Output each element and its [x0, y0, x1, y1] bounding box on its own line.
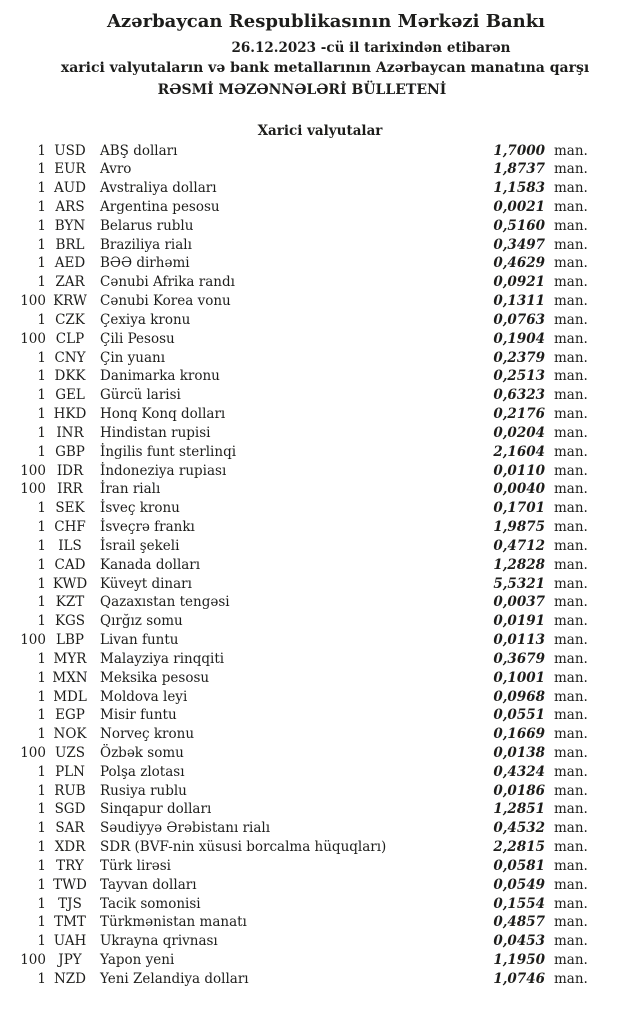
- currency-row: [0, 198, 620, 217]
- currency-row: [0, 462, 620, 481]
- rate-cell: 0,0113: [493, 632, 545, 649]
- rate-cell: 0,0549: [493, 876, 545, 893]
- currency-code-cell: BRL: [55, 236, 85, 253]
- currency-row: [0, 236, 620, 255]
- currency-code-cell: USD: [54, 142, 86, 159]
- rate-cell: 0,2176: [493, 406, 545, 423]
- unit-cell: man.: [554, 594, 588, 611]
- currency-code-cell: EGP: [55, 707, 85, 724]
- effective-date-line: 26.12.2023 -cü il tarixindən etibarən: [231, 40, 511, 56]
- quantity-cell: 1: [37, 782, 46, 799]
- quantity-cell: 1: [37, 274, 46, 291]
- unit-cell: man.: [554, 330, 588, 347]
- currency-name-cell: Ukrayna qrivnası: [100, 933, 218, 950]
- rate-cell: 0,0204: [493, 424, 545, 441]
- currency-name-cell: ABŞ dolları: [100, 142, 178, 159]
- unit-cell: man.: [554, 142, 588, 159]
- currency-code-cell: GEL: [55, 387, 85, 404]
- quantity-cell: 1: [37, 895, 46, 912]
- currency-name-cell: İsveç kronu: [100, 500, 180, 517]
- unit-cell: man.: [554, 236, 588, 253]
- rate-cell: 0,1904: [493, 330, 545, 347]
- unit-cell: man.: [554, 311, 588, 328]
- currency-code-cell: LBP: [56, 632, 84, 649]
- unit-cell: man.: [554, 368, 588, 385]
- unit-cell: man.: [554, 952, 588, 969]
- quantity-cell: 1: [37, 519, 46, 536]
- unit-cell: man.: [554, 726, 588, 743]
- unit-cell: man.: [554, 970, 588, 987]
- currency-name-cell: Cənubi Korea vonu: [100, 293, 231, 310]
- rate-cell: 0,0040: [493, 481, 545, 498]
- currency-code-cell: HKD: [53, 406, 87, 423]
- quantity-cell: 1: [37, 707, 46, 724]
- currency-code-cell: KGS: [54, 613, 86, 630]
- rate-cell: 1,9875: [493, 519, 545, 536]
- currency-row: [0, 725, 620, 744]
- currency-name-cell: Qırğız somu: [100, 613, 183, 630]
- currency-row: [0, 537, 620, 556]
- currency-code-cell: ZAR: [55, 274, 85, 291]
- rate-cell: 0,6323: [493, 387, 545, 404]
- currency-row: [0, 913, 620, 932]
- currency-code-cell: DKK: [54, 368, 86, 385]
- rate-cell: 1,2828: [493, 556, 545, 573]
- currency-code-cell: CNY: [54, 349, 86, 366]
- currency-table: [0, 142, 620, 989]
- quantity-cell: 100: [20, 632, 46, 649]
- unit-cell: man.: [554, 745, 588, 761]
- quantity-cell: 1: [37, 311, 46, 328]
- currency-name-cell: SDR (BVF-nin xüsusi borcalma hüquqları): [100, 839, 387, 856]
- unit-cell: man.: [554, 707, 588, 724]
- currency-code-cell: TRY: [56, 857, 84, 874]
- quantity-cell: 1: [37, 857, 46, 874]
- quantity-cell: 1: [37, 970, 46, 987]
- unit-cell: man.: [554, 161, 588, 178]
- rate-cell: 0,1311: [493, 293, 545, 310]
- currency-code-cell: BYN: [54, 217, 86, 234]
- unit-cell: man.: [554, 180, 588, 197]
- unit-cell: man.: [554, 217, 588, 234]
- currency-row: [0, 405, 620, 424]
- rate-cell: 0,1669: [493, 726, 545, 743]
- unit-cell: man.: [554, 462, 588, 479]
- unit-cell: man.: [554, 575, 588, 592]
- rate-cell: 0,1554: [493, 895, 545, 912]
- currency-name-cell: Yeni Zelandiya dolları: [100, 970, 249, 987]
- currency-code-cell: IRR: [57, 481, 83, 498]
- currency-row: [0, 386, 620, 405]
- currency-row: [0, 556, 620, 575]
- quantity-cell: 1: [37, 217, 46, 234]
- bulletin-subtitle: xarici valyutaların və bank metallarının Azərbaycan manatına qarşı: [60, 60, 590, 76]
- quantity-cell: 1: [37, 594, 46, 611]
- quantity-cell: 1: [37, 500, 46, 517]
- currency-code-cell: UAH: [53, 933, 87, 950]
- quantity-cell: 1: [37, 368, 46, 385]
- quantity-cell: 100: [20, 952, 46, 969]
- currency-row: [0, 179, 620, 198]
- currency-row: [0, 330, 620, 349]
- unit-cell: man.: [554, 763, 588, 780]
- unit-cell: man.: [554, 349, 588, 366]
- currency-code-cell: AUD: [54, 180, 86, 197]
- currency-code-cell: TJS: [58, 895, 82, 912]
- unit-cell: man.: [554, 650, 588, 667]
- currency-code-cell: CHF: [54, 519, 86, 536]
- currency-name-cell: Çili Pesosu: [100, 330, 175, 347]
- unit-cell: man.: [554, 857, 588, 874]
- rate-cell: 1,1950: [493, 952, 545, 969]
- currency-row: [0, 292, 620, 311]
- rate-cell: 0,0581: [493, 857, 545, 874]
- currency-code-cell: CLP: [55, 330, 85, 347]
- currency-name-cell: Türk lirəsi: [100, 857, 171, 874]
- rate-cell: 2,1604: [493, 443, 545, 460]
- currency-code-cell: PLN: [55, 763, 85, 780]
- quantity-cell: 1: [37, 669, 46, 686]
- rate-cell: 0,1701: [493, 500, 545, 517]
- currency-row: [0, 142, 620, 161]
- currency-row: [0, 160, 620, 179]
- currency-code-cell: INR: [56, 424, 84, 441]
- unit-cell: man.: [554, 255, 588, 272]
- unit-cell: man.: [554, 424, 588, 441]
- rate-cell: 1,0746: [493, 970, 545, 987]
- rate-cell: 0,3679: [493, 650, 545, 667]
- currency-name-cell: Yapon yeni: [100, 952, 175, 969]
- rate-cell: 1,7000: [493, 142, 545, 159]
- currency-name-cell: Moldova leyi: [100, 688, 188, 705]
- quantity-cell: 1: [37, 556, 46, 573]
- unit-cell: man.: [554, 688, 588, 705]
- quantity-cell: 1: [37, 180, 46, 197]
- unit-cell: man.: [554, 933, 588, 950]
- currency-row: [0, 650, 620, 669]
- rate-cell: 0,0921: [493, 274, 545, 291]
- currency-row: [0, 800, 620, 819]
- rate-cell: 0,0551: [493, 707, 545, 724]
- unit-cell: man.: [554, 839, 588, 856]
- quantity-cell: 1: [37, 613, 46, 630]
- rate-cell: 0,4857: [493, 914, 545, 931]
- unit-cell: man.: [554, 293, 588, 310]
- currency-row: [0, 499, 620, 518]
- currency-name-cell: İngilis funt sterlinqi: [100, 443, 237, 460]
- currency-name-cell: Belarus rublu: [100, 217, 194, 234]
- currency-name-cell: Braziliya rialı: [100, 236, 192, 253]
- currency-name-cell: Tayvan dolları: [100, 876, 197, 893]
- currency-name-cell: Hindistan rupisi: [100, 424, 211, 441]
- currency-code-cell: NZD: [53, 970, 87, 987]
- currency-code-cell: UZS: [54, 745, 85, 761]
- currency-code-cell: NOK: [53, 726, 87, 743]
- rate-cell: 0,1001: [493, 669, 545, 686]
- currency-name-cell: Cənubi Afrika randı: [100, 274, 235, 291]
- currency-row: [0, 895, 620, 914]
- unit-cell: man.: [554, 481, 588, 498]
- currency-name-cell: Özbək somu: [100, 745, 184, 761]
- currency-name-cell: BƏƏ dirhəmi: [100, 255, 190, 272]
- quantity-cell: 1: [37, 142, 46, 159]
- unit-cell: man.: [554, 519, 588, 536]
- currency-row: [0, 782, 620, 801]
- quantity-cell: 100: [20, 330, 46, 347]
- currency-code-cell: ARS: [55, 198, 85, 215]
- unit-cell: man.: [554, 820, 588, 837]
- rate-cell: 1,1583: [493, 180, 545, 197]
- currency-name-cell: İndoneziya rupiası: [100, 462, 227, 479]
- unit-cell: man.: [554, 443, 588, 460]
- quantity-cell: 100: [20, 745, 46, 761]
- currency-name-cell: Polşa zlotası: [100, 763, 185, 780]
- quantity-cell: 1: [37, 424, 46, 441]
- quantity-cell: 1: [37, 820, 46, 837]
- rate-cell: 0,0037: [493, 594, 545, 611]
- currency-row: [0, 688, 620, 707]
- rate-cell: 0,2513: [493, 368, 545, 385]
- rate-cell: 2,2815: [493, 839, 545, 856]
- quantity-cell: 1: [37, 443, 46, 460]
- currency-row: [0, 593, 620, 612]
- currency-row: [0, 349, 620, 368]
- currency-row: [0, 424, 620, 443]
- currency-name-cell: Avstraliya dolları: [100, 180, 217, 197]
- currency-row: [0, 819, 620, 838]
- quantity-cell: 1: [37, 255, 46, 272]
- currency-code-cell: TMT: [54, 914, 86, 931]
- unit-cell: man.: [554, 500, 588, 517]
- currency-row: [0, 480, 620, 499]
- currency-row: [0, 367, 620, 386]
- rate-cell: 0,0021: [493, 198, 545, 215]
- quantity-cell: 1: [37, 726, 46, 743]
- rate-cell: 0,0763: [493, 311, 545, 328]
- currency-row: [0, 970, 620, 989]
- currency-name-cell: Çin yuanı: [100, 349, 166, 366]
- currency-name-cell: Gürcü larisi: [100, 387, 181, 404]
- quantity-cell: 1: [37, 914, 46, 931]
- page-title: Azərbaycan Respublikasının Mərkəzi Bankı: [106, 11, 546, 32]
- currency-code-cell: SGD: [54, 801, 86, 818]
- unit-cell: man.: [554, 387, 588, 404]
- currency-code-cell: MDL: [53, 688, 87, 705]
- currency-code-cell: MYR: [53, 650, 87, 667]
- currency-code-cell: IDR: [56, 462, 84, 479]
- quantity-cell: 1: [37, 839, 46, 856]
- currency-row: [0, 518, 620, 537]
- currency-name-cell: Tacik somonisi: [100, 895, 201, 912]
- currency-code-cell: EUR: [54, 161, 86, 178]
- quantity-cell: 1: [37, 537, 46, 554]
- currency-name-cell: İsrail şekeli: [100, 537, 180, 554]
- quantity-cell: 1: [37, 236, 46, 253]
- currency-code-cell: KWD: [52, 575, 88, 592]
- unit-cell: man.: [554, 914, 588, 931]
- currency-name-cell: Çexiya kronu: [100, 311, 191, 328]
- rate-cell: 0,2379: [493, 349, 545, 366]
- quantity-cell: 100: [20, 481, 46, 498]
- rate-cell: 0,4629: [493, 255, 545, 272]
- rate-cell: 0,4324: [493, 763, 545, 780]
- currency-code-cell: RUB: [54, 782, 86, 799]
- bulletin-title: RƏSMİ MƏZƏNNƏLƏRİ BÜLLETENİ: [157, 82, 447, 98]
- currency-row: [0, 876, 620, 895]
- currency-name-cell: Qazaxıstan tengəsi: [100, 594, 230, 611]
- rate-cell: 0,5160: [493, 217, 545, 234]
- currency-name-cell: Misir funtu: [100, 707, 177, 724]
- quantity-cell: 1: [37, 406, 46, 423]
- quantity-cell: 1: [37, 650, 46, 667]
- rate-cell: 0,0138: [493, 745, 545, 761]
- unit-cell: man.: [554, 274, 588, 291]
- unit-cell: man.: [554, 537, 588, 554]
- rate-cell: 0,4712: [493, 537, 545, 554]
- currency-code-cell: XDR: [54, 839, 86, 856]
- currency-name-cell: Türkmənistan manatı: [100, 914, 247, 931]
- rate-cell: 0,0110: [493, 462, 545, 479]
- currency-row: [0, 254, 620, 273]
- currency-row: [0, 669, 620, 688]
- rate-cell: 0,0186: [493, 782, 545, 799]
- rate-cell: 0,0453: [493, 933, 545, 950]
- currency-code-cell: ILS: [58, 537, 82, 554]
- quantity-cell: 1: [37, 349, 46, 366]
- rate-cell: 0,0968: [493, 688, 545, 705]
- currency-row: [0, 612, 620, 631]
- rate-cell: 0,4532: [493, 820, 545, 837]
- unit-cell: man.: [554, 198, 588, 215]
- currency-name-cell: İsveçrə frankı: [100, 519, 195, 536]
- currency-code-cell: CZK: [55, 311, 85, 328]
- quantity-cell: 1: [37, 763, 46, 780]
- unit-cell: man.: [554, 406, 588, 423]
- currency-code-cell: GBP: [55, 443, 85, 460]
- currency-name-cell: İran rialı: [100, 481, 161, 498]
- quantity-cell: 1: [37, 933, 46, 950]
- unit-cell: man.: [554, 613, 588, 630]
- unit-cell: man.: [554, 895, 588, 912]
- currency-name-cell: Kanada dolları: [100, 556, 201, 573]
- currency-code-cell: SAR: [55, 820, 85, 837]
- currency-row: [0, 575, 620, 594]
- currency-name-cell: Malayziya rinqqiti: [100, 650, 225, 667]
- currency-row: [0, 932, 620, 951]
- quantity-cell: 1: [37, 876, 46, 893]
- currency-name-cell: Rusiya rublu: [100, 782, 187, 799]
- quantity-cell: 100: [20, 462, 46, 479]
- unit-cell: man.: [554, 632, 588, 649]
- currency-name-cell: Avro: [100, 161, 132, 178]
- currency-code-cell: CAD: [54, 556, 86, 573]
- currency-code-cell: TWD: [53, 876, 87, 893]
- currency-code-cell: KZT: [55, 594, 85, 611]
- quantity-cell: 1: [37, 387, 46, 404]
- unit-cell: man.: [554, 556, 588, 573]
- currency-row: [0, 857, 620, 876]
- currency-row: [0, 744, 620, 763]
- currency-row: [0, 631, 620, 650]
- quantity-cell: 100: [20, 293, 46, 310]
- currency-name-cell: Livan funtu: [100, 632, 179, 649]
- quantity-cell: 1: [37, 801, 46, 818]
- currency-name-cell: Norveç kronu: [100, 726, 195, 743]
- currency-code-cell: MXN: [52, 669, 88, 686]
- currency-row: [0, 311, 620, 330]
- unit-cell: man.: [554, 801, 588, 818]
- currency-row: [0, 763, 620, 782]
- currency-row: [0, 838, 620, 857]
- currency-row: [0, 273, 620, 292]
- currency-name-cell: Küveyt dinarı: [100, 575, 192, 592]
- currency-name-cell: Sinqapur dolları: [100, 801, 212, 818]
- currency-row: [0, 217, 620, 236]
- currency-row: [0, 443, 620, 462]
- quantity-cell: 1: [37, 198, 46, 215]
- currency-row: [0, 706, 620, 725]
- currency-code-cell: SEK: [55, 500, 85, 517]
- currency-code-cell: KRW: [53, 293, 87, 310]
- section-heading: Xarici valyutalar: [257, 123, 383, 139]
- currency-name-cell: Honq Konq dolları: [100, 406, 226, 423]
- rate-cell: 0,3497: [493, 236, 545, 253]
- unit-cell: man.: [554, 669, 588, 686]
- currency-code-cell: AED: [54, 255, 86, 272]
- currency-name-cell: Danimarka kronu: [100, 368, 220, 385]
- quantity-cell: 1: [37, 688, 46, 705]
- currency-name-cell: Argentina pesosu: [100, 198, 220, 215]
- currency-name-cell: Meksika pesosu: [100, 669, 210, 686]
- currency-row: [0, 951, 620, 970]
- unit-cell: man.: [554, 876, 588, 893]
- rate-cell: 1,8737: [493, 161, 545, 178]
- quantity-cell: 1: [37, 161, 46, 178]
- rate-cell: 0,0191: [493, 613, 545, 630]
- rate-cell: 5,5321: [493, 575, 545, 592]
- unit-cell: man.: [554, 782, 588, 799]
- rate-cell: 1,2851: [493, 801, 545, 818]
- currency-code-cell: JPY: [58, 952, 82, 969]
- quantity-cell: 1: [37, 575, 46, 592]
- currency-name-cell: Səudiyyə Ərəbistanı rialı: [100, 820, 271, 837]
